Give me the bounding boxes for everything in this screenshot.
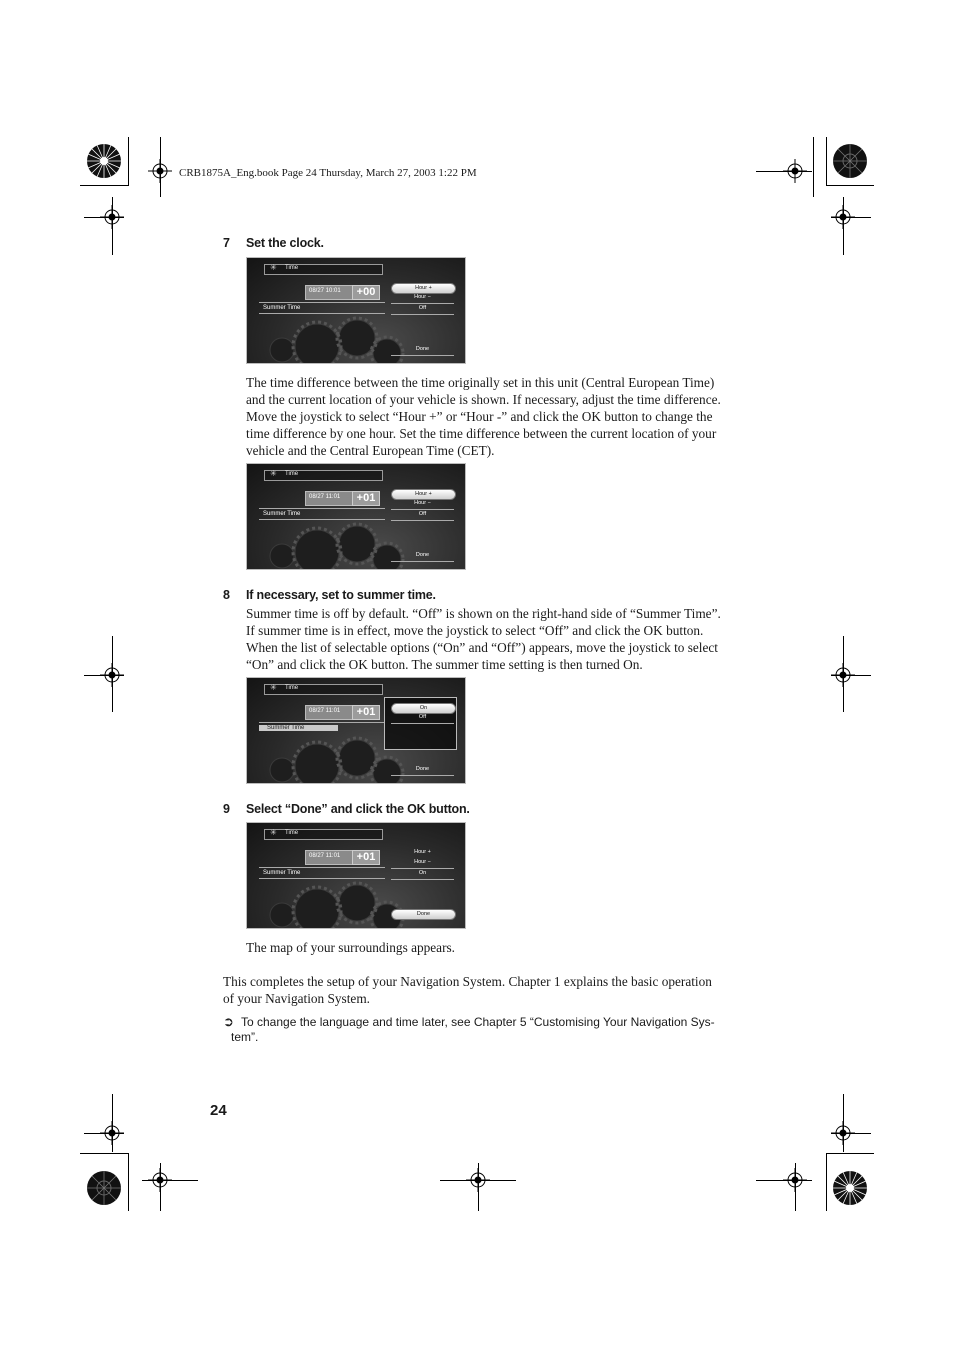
crop-mark [478, 1163, 479, 1211]
crop-mark [843, 636, 844, 712]
text-line: The time difference between the time originally set in this unit (Central European Time) [246, 375, 715, 390]
arrow-icon: ➲ [223, 1014, 234, 1029]
date-time-value: 08/27 11:01 [309, 494, 341, 500]
time-offset-display: +01 [352, 491, 380, 506]
crop-mark [826, 137, 827, 185]
registration-target-icon [832, 1170, 868, 1206]
crop-mark [142, 1180, 198, 1181]
summer-time-label: Summer Time [263, 870, 301, 876]
hour-minus-button[interactable]: Hour − [414, 500, 431, 506]
done-button[interactable]: Done [415, 346, 430, 352]
divider [391, 314, 454, 315]
step-8-heading [223, 588, 623, 604]
divider [259, 867, 385, 868]
text-line: Move the joystick to select “Hour +” or “Hour -” and click the OK button to change the [246, 409, 713, 424]
crop-mark [440, 1180, 516, 1181]
crop-mark [84, 1133, 124, 1134]
step-number: 8 [223, 588, 230, 602]
date-time-value: 08/27 11:01 [309, 853, 341, 859]
text-line: “On” and click the OK button. The summer time setting is then turned On. [246, 657, 643, 672]
sun-icon: ✳ [270, 469, 277, 478]
screen-title: Time [285, 471, 299, 477]
print-header-note: CRB1875A_Eng.book Page 24 Thursday, March 27, 2003 1:22 PM [179, 167, 477, 179]
done-button[interactable]: Done [415, 552, 430, 558]
screen-title-bar [264, 264, 383, 275]
crop-mark [112, 1094, 113, 1152]
text-line: vehicle and the Central European Time (CET). [246, 443, 495, 458]
crop-mark [160, 1163, 161, 1211]
sun-icon: ✳ [270, 828, 277, 837]
text-line: Summer time is off by default. “Off” is shown on the right-hand side of “Summer Time”. [246, 606, 721, 621]
summer-time-label-highlighted[interactable]: Summer Time [259, 725, 338, 731]
step-title: If necessary, set to summer time. [246, 588, 436, 602]
text-line: tem”. [231, 1030, 259, 1044]
divider [391, 775, 454, 776]
crop-mark [756, 171, 812, 172]
step-9-heading [223, 802, 623, 818]
step-number: 7 [223, 236, 230, 250]
hour-minus-button[interactable]: Hour − [414, 859, 431, 865]
registration-target-icon [86, 1170, 122, 1206]
paragraph-summer-time [246, 605, 776, 673]
divider [391, 561, 454, 562]
crop-mark [112, 197, 113, 255]
date-time-display [305, 491, 354, 506]
crop-mark [84, 217, 124, 218]
date-time-display [305, 285, 354, 300]
crop-mark [128, 1153, 129, 1211]
paragraph-time-difference [246, 374, 766, 459]
date-time-display [305, 850, 354, 865]
done-button[interactable]: Done [415, 766, 430, 772]
hour-plus-button[interactable]: Hour + [391, 283, 456, 294]
time-screen-2 [246, 463, 466, 570]
crop-mark [160, 137, 161, 197]
text-line: If summer time is in effect, move the joystick to select “Off” and click the OK button. [246, 623, 704, 638]
screen-title: Time [285, 685, 299, 691]
crop-mark [756, 1180, 812, 1181]
summer-time-label: Summer Time [263, 305, 301, 311]
time-screen-1 [246, 257, 466, 364]
crop-mark [826, 185, 874, 186]
crop-mark [84, 675, 124, 676]
crop-mark [128, 137, 129, 185]
summer-time-label: Summer Time [263, 511, 301, 517]
summer-time-value-button[interactable]: On [418, 870, 427, 876]
text-line: and the current location of your vehicle is shown. If necessary, adjust the time difference. [246, 392, 721, 407]
summer-time-value-button[interactable]: Off [418, 511, 427, 517]
divider [391, 355, 454, 356]
crop-mark [831, 217, 871, 218]
divider [391, 520, 454, 521]
divider [259, 313, 385, 314]
time-screen-3 [246, 677, 466, 784]
registration-target-icon [832, 143, 868, 179]
sun-icon: ✳ [270, 683, 277, 692]
page-number: 24 [210, 1102, 227, 1119]
paragraph-setup-complete [223, 973, 773, 1007]
step-7-heading [223, 236, 623, 252]
hour-plus-button[interactable]: Hour + [391, 489, 456, 500]
divider [259, 519, 385, 520]
time-offset-display: +01 [352, 850, 380, 865]
date-time-display [305, 705, 354, 720]
time-offset-display: +00 [352, 285, 380, 300]
step-title: Set the clock. [246, 236, 324, 250]
screen-title-bar [264, 684, 383, 695]
text-line: To change the language and time later, see Chapter 5 “Customising Your Navigation Sys- [241, 1015, 715, 1029]
screen-title-bar [264, 829, 383, 840]
text-line: time difference by one hour. Set the time difference between the current location of your [246, 426, 717, 441]
option-off-button[interactable]: Off [418, 714, 427, 720]
time-screen-4 [246, 822, 466, 929]
screen-title: Time [285, 265, 299, 271]
crop-mark [826, 1153, 874, 1154]
text-line: When the list of selectable options (“On” and “Off”) appears, move the joystick to select [246, 640, 719, 655]
summer-time-value-button[interactable]: Off [418, 305, 427, 311]
crop-mark [80, 1153, 129, 1154]
hour-plus-button[interactable]: Hour + [414, 849, 431, 855]
screen-title-bar [264, 470, 383, 481]
date-time-value: 08/27 11:01 [309, 708, 341, 714]
sun-icon: ✳ [270, 263, 277, 272]
screen-title: Time [285, 830, 299, 836]
paragraph-map-appears: The map of your surroundings appears. [246, 940, 456, 955]
hour-minus-button[interactable]: Hour − [414, 294, 431, 300]
divider [259, 302, 385, 303]
crop-mark [843, 197, 844, 255]
divider [391, 723, 454, 724]
time-offset-display: +01 [352, 705, 380, 720]
divider [259, 878, 385, 879]
crop-mark [813, 137, 814, 197]
text-line: This completes the setup of your Navigation System. Chapter 1 explains the basic operation [223, 974, 712, 989]
registration-target-icon [86, 143, 122, 179]
date-time-value: 08/27 10:01 [309, 288, 341, 294]
option-on-button[interactable]: On [391, 703, 456, 714]
crop-mark [795, 1163, 796, 1211]
crop-mark [843, 1094, 844, 1152]
crop-mark [831, 1133, 871, 1134]
step-title: Select “Done” and click the OK button. [246, 802, 470, 816]
divider [259, 508, 385, 509]
crop-mark [80, 185, 129, 186]
divider [391, 879, 454, 880]
done-button[interactable]: Done [391, 909, 456, 920]
tip-note [223, 1015, 763, 1045]
text-line: of your Navigation System. [223, 991, 370, 1006]
step-number: 9 [223, 802, 230, 816]
crop-mark [831, 675, 871, 676]
crop-mark [112, 636, 113, 712]
crop-mark [826, 1153, 827, 1211]
divider [259, 722, 385, 723]
